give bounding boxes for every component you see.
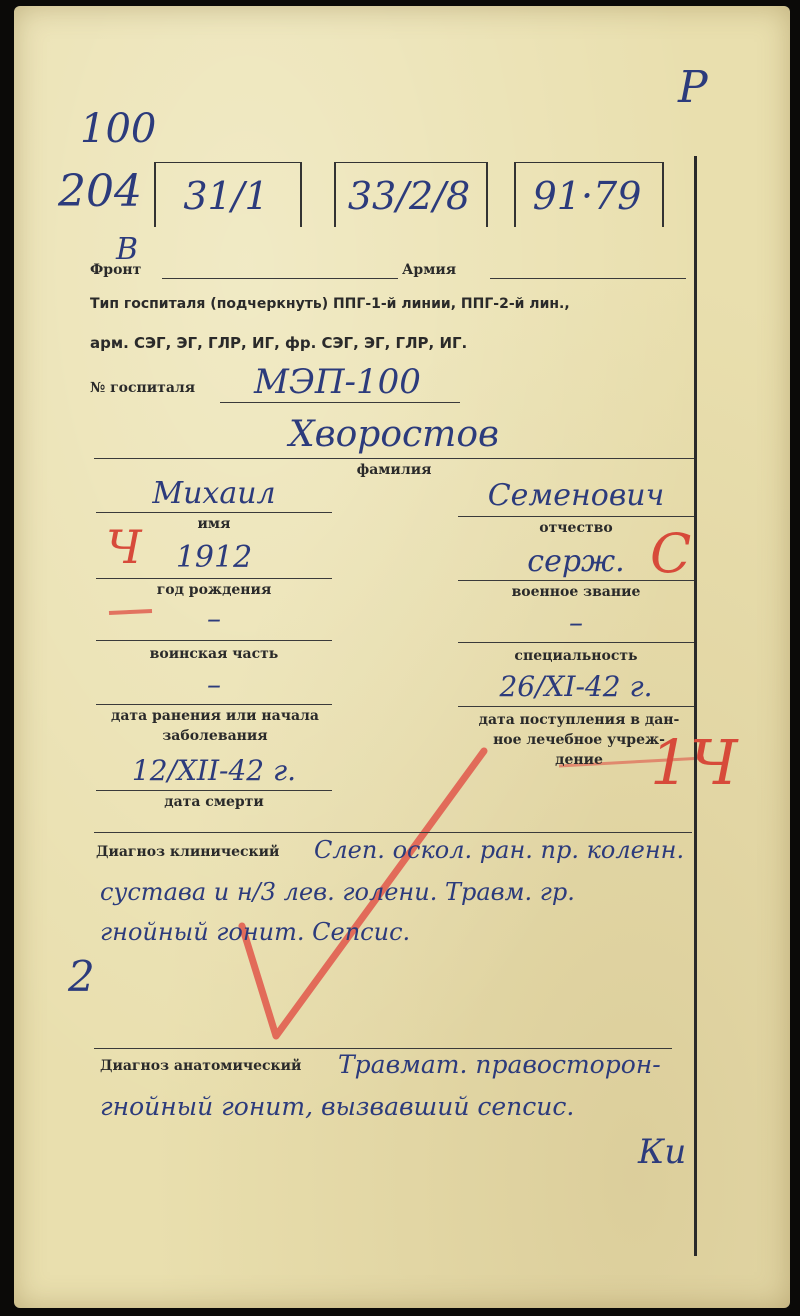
clinical-line3: гнойный гонит. Сепсис. — [100, 918, 411, 946]
right-margin-rule — [694, 156, 697, 1256]
corner-letter-p: P — [678, 62, 708, 113]
wound-date-label-1: дата ранения или начала — [111, 708, 319, 724]
code-1: 31/1 — [183, 174, 269, 218]
front-label: Фронт — [90, 262, 142, 278]
anatomical-line1: Травмат. правосторон- — [338, 1050, 661, 1079]
patronymic-label: отчество — [539, 520, 613, 536]
unit-line — [96, 640, 332, 641]
surname-label: фамилия — [356, 462, 432, 478]
front-letter: В — [116, 232, 139, 267]
admission-date-line — [458, 706, 694, 707]
rank-label: военное звание — [511, 584, 641, 600]
death-date-label: дата смерти — [164, 794, 264, 810]
anatomical-line2: гнойный гонит, вызвавший сепсис. — [100, 1092, 575, 1121]
margin-number: 2 — [68, 952, 95, 1001]
rank-red-mark: С — [650, 522, 692, 585]
admission-label-1: дата поступления в дан- — [478, 712, 680, 728]
birth-year-line — [96, 578, 332, 579]
hospital-type-line1: Тип госпиталя (подчеркнуть) ППГ-1-й линии, ППГ-2-й лин., — [90, 296, 570, 312]
rank-line — [458, 580, 694, 581]
specialty-value: – — [569, 606, 583, 639]
name-label: имя — [197, 516, 231, 532]
hospital-type-line2: арм. СЭГ, ЭГ, ГЛР, ИГ, фр. СЭГ, ЭГ, ГЛР, ИГ. — [90, 334, 468, 352]
name-line — [96, 512, 332, 513]
wound-date-label-2: заболевания — [162, 728, 268, 744]
anatomical-top-line — [94, 1048, 672, 1049]
front-line — [162, 278, 398, 279]
name-value: Михаил — [152, 476, 276, 511]
unit-label: воинская часть — [149, 646, 279, 662]
anatomical-label: Диагноз анатомический — [100, 1058, 302, 1074]
code-3: 91·79 — [532, 174, 642, 218]
rank-value: серж. — [527, 544, 625, 579]
hospital-no-line — [220, 402, 460, 403]
admission-label-2: ное лечебное учреж- — [493, 732, 665, 748]
birth-red-mark: Ч — [106, 520, 142, 574]
unit-value: – — [207, 602, 221, 635]
clinical-line1: Слеп. оскол. ран. пр. коленн. — [314, 836, 685, 864]
birth-year-value: 1912 — [175, 540, 253, 575]
signature: Ки — [638, 1132, 687, 1172]
clinical-label: Диагноз клинический — [96, 844, 280, 860]
corner-mark-top: 100 — [80, 106, 157, 152]
death-date-line — [96, 790, 332, 791]
record-card — [14, 6, 790, 1308]
hospital-no-label: № госпиталя — [90, 380, 196, 396]
corner-mark-bottom: 204 — [58, 166, 142, 217]
clinical-line2: сустава и н/3 лев. голени. Травм. гр. — [100, 878, 575, 906]
surname-value: Хворостов — [289, 414, 499, 455]
death-date-value: 12/XII-42 г. — [131, 754, 297, 787]
wound-date-line — [96, 704, 332, 705]
patronymic-line — [458, 516, 694, 517]
specialty-label: специальность — [514, 648, 638, 664]
birth-year-label: год рождения — [156, 582, 272, 598]
hospital-no: МЭП-100 — [254, 362, 421, 402]
wound-date-value: – — [207, 668, 221, 701]
patronymic-value: Семенович — [487, 478, 665, 513]
admission-date-value: 26/XI-42 г. — [499, 670, 653, 703]
surname-line — [94, 458, 694, 459]
army-line — [490, 278, 686, 279]
specialty-line — [458, 642, 694, 643]
clinical-top-line — [94, 832, 692, 833]
code-2: 33/2/8 — [347, 174, 471, 218]
admission-label-3: дение — [555, 752, 603, 768]
army-label: Армия — [402, 262, 457, 278]
side-red-mark: 1Ч — [650, 726, 738, 799]
